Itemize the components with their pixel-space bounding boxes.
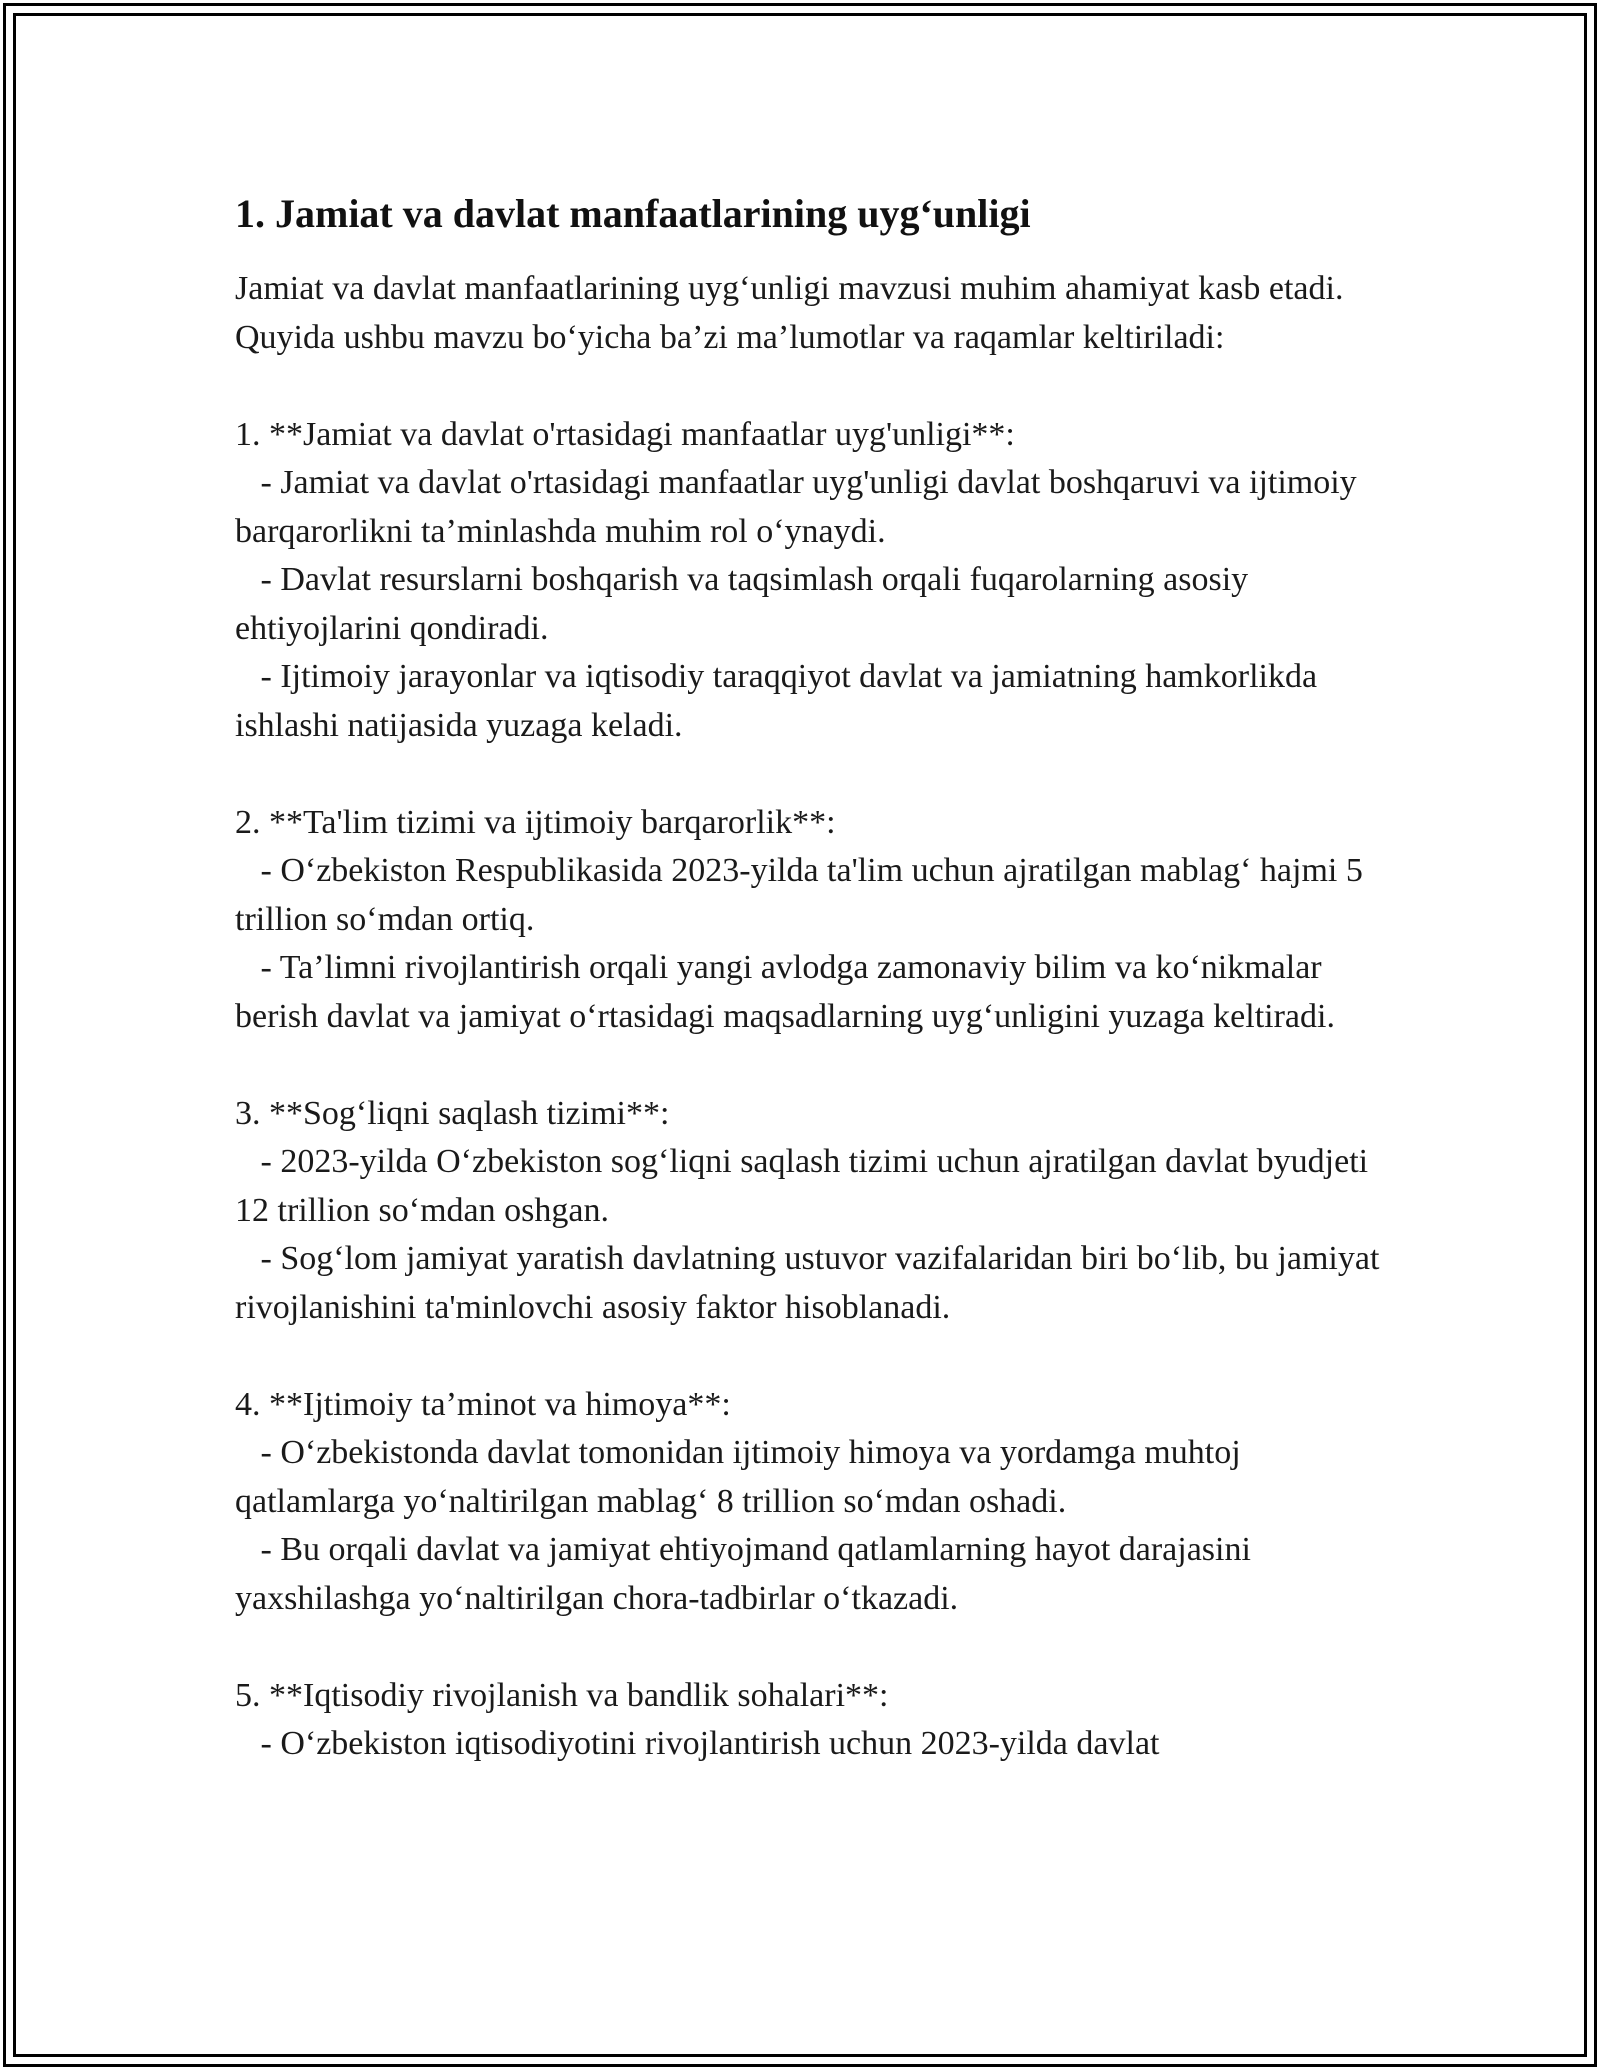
intro-paragraph: Jamiat va davlat manfaatlarining uyg‘unligi mavzusi muhim ahamiyat kasb etadi. Quyida ushbu mavzu bo‘yicha ba’zi ma’lumotlar va raqamlar keltiriladi:: [235, 270, 1344, 356]
document-body-text: 1. **Jamiat va davlat o'rtasidagi manfaatlar uyg'unligi**: - Jamiat va davlat o'rtasidagi manfaatlar uyg'unligi davlat boshqaruvi va ijtimoiy barqarorlikni ta’minlashda muhim rol o‘ynaydi. - Davlat resurslarni boshqarish va taqsimlash orqali fuqarolarning asosiy ehtiyojlarini qondiradi. - Ijtimoiy jarayonlar va iqtisodiy taraqqiyot davlat va jamiatning hamkorlikda ishlashi natijasida yuzaga keladi. 2. **Ta'lim tizimi va ijtimoiy barqarorlik**: - O‘zbekiston Respublikasida 2023-yilda ta'lim uchun ajratilgan mablag‘ hajmi 5 trillion so‘mdan ortiq. - Ta’limni rivojlantirish orqali yangi avlodga zamonaviy bilim va ko‘nikmalar berish davlat va jamiyat o‘rtasidagi maqsadlarning uyg‘unligini yuzaga keltiradi. 3. **Sog‘liqni saqlash tizimi**: - 2023-yilda O‘zbekiston sog‘liqni saqlash tizimi uchun ajratilgan davlat byudjeti 12 trillion so‘mdan oshgan. - Sog‘lom jamiyat yaratish davlatning ustuvor vazifalaridan biri bo‘lib, bu jamiyat rivojlanishini ta'minlovchi asosiy faktor hisoblanadi. 4. **Ijtimoiy ta’minot va himoya**: - O‘zbekistonda davlat tomonidan ijtimoiy himoya va yordamga muhtoj qatlamlarga yo‘naltirilgan mablag‘ 8 trillion so‘mdan oshadi. - Bu orqali davlat va jamiyat ehtiyojmand qatlamlarning hayot darajasini yaxshilashga yo‘naltirilgan chora-tadbirlar o‘tkazadi. 5. **Iqtisodiy rivojlanish va bandlik sohalari**: - O‘zbekiston iqtisodiyotini rivojlantirish uchun 2023-yilda davlat: [235, 415, 1380, 1762]
document-content: [235, 185, 1380, 1769]
section-heading: 1. Jamiat va davlat manfaatlarining uyg‘unligi: [235, 191, 1031, 236]
